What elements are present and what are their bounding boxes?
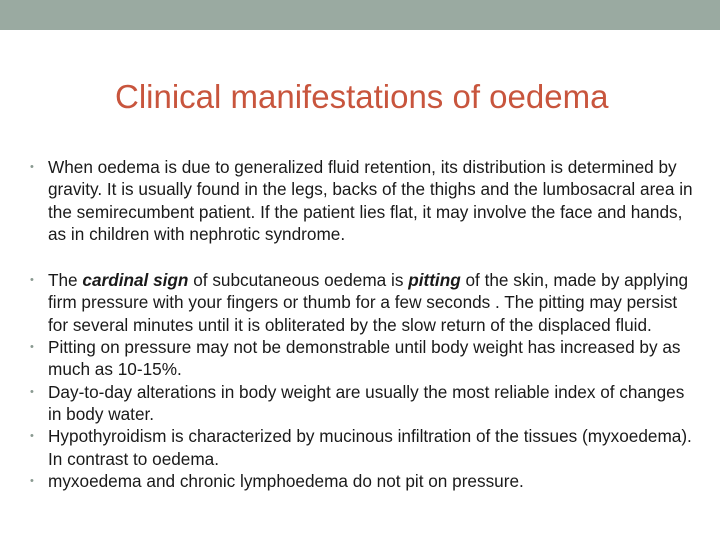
bullet-marker: •: [30, 474, 34, 487]
bullet-item: [28, 336, 698, 381]
emphasis-cardinal-sign: cardinal sign: [82, 270, 189, 291]
bullet-list: [28, 156, 698, 492]
slide-title: Clinical manifestations of oedema: [115, 78, 609, 115]
bullet-marker: •: [30, 161, 34, 173]
bullet-text: Day-to-day alterations in body weight are usually the most reliable index of changes in body water.: [48, 381, 685, 424]
bullet-text: The cardinal sign of subcutaneous oedema is pitting of the skin, made by applying firm pressure with your fingers or thumb for a few seconds . The pitting may persist for several minutes until it is obliterated by the slow return of the displaced fluid.: [48, 270, 689, 335]
bullet-text: When oedema is due to generalized fluid retention, its distribution is determined by gravity. It is usually found in the legs, backs of the thighs and the lumbosacral area in the semirecumbent patient. If the patient lies flat, it may involve the face and hands, as in children with nephrotic syndrome.: [48, 157, 693, 244]
bullet-marker: •: [30, 274, 34, 287]
bullet-item: [28, 425, 698, 470]
bullet-marker: •: [30, 341, 34, 354]
bullet-marker: •: [30, 385, 34, 398]
bullet-text: Pitting on pressure may not be demonstrable until body weight has increased by as much as 10-15%.: [48, 337, 681, 380]
bullet-item: [28, 269, 698, 336]
bullet-item: [28, 381, 698, 426]
bullet-item: [28, 470, 698, 492]
bullet-text: myxoedema and chronic lymphoedema do not pit on pressure.: [48, 470, 524, 491]
emphasis-pitting: pitting: [408, 270, 461, 291]
bullet-item: [28, 156, 698, 245]
bullet-text: Hypothyroidism is characterized by mucinous infiltration of the tissues (myxoedema). In contrast to oedema.: [48, 426, 692, 469]
bullet-marker: •: [30, 430, 34, 443]
slide-header-bar: [0, 0, 720, 30]
